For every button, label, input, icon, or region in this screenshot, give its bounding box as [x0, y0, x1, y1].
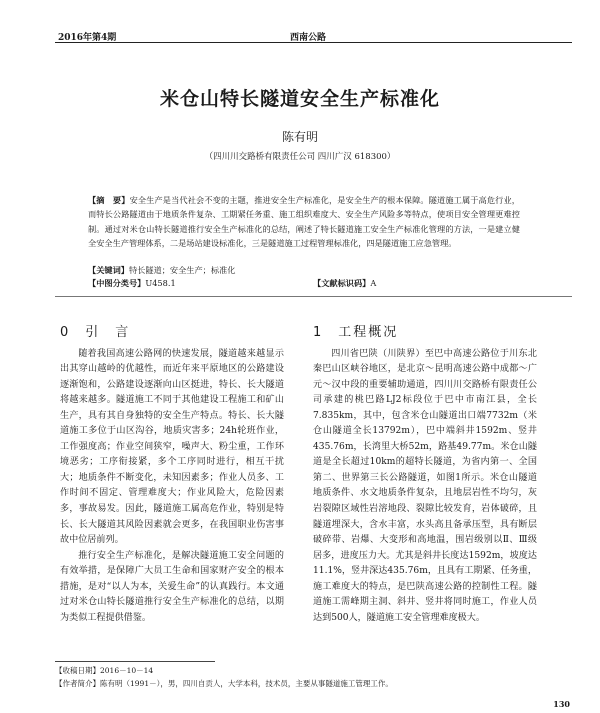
overview-paragraph-1: 四川省巴陕（川陕界）至巴中高速公路位于川东北秦巴山区峡谷地区，是北京～昆明高速公路中成都～广元～汉中段的重要辅助通道，四川川交路桥有限责任公司承建的桃巴路LJ2标段位于巴中市南江县，全长7.835km，其中，包含米仓山隧道出口端7732m（米仓山隧道全长13792m），巴中端斜井1592m、竖井435.76m，长湾里大桥52m，路基49.77m。米仓山隧道是全长超过10km的超特长隧道，为省内第一、全国第二、世界第三长公路隧道，如图1所示。米仓山隧道地质条件、水文地质条件复杂，且地层岩性不均匀，灰岩裂隙区域性岩溶地段、裂隙比较发育，岩体破碎，且隧道埋深大，含水丰富，水头高且备承压型，具有断层破碎带、岩爆、大变形和高地温，围岩级别以Ⅱ、Ⅲ级居多，进度压力大。尤其是斜井长度达1592m，坡度达11.1%，竖井深达435.76m，且具有工期紧、任务重，施工难度大的特点，是巴陕高速公路的控制性工程。隧道施工需峰期主洞、斜井、竖井将同时施工，作业人员达到500人，隧道施工安全管理难度极大。: [313, 348, 537, 623]
received-date: 【收稿日期】2016－10－14: [55, 666, 154, 675]
abstract-label: 【摘 要】: [88, 195, 130, 205]
abstract-separator: [55, 296, 572, 297]
section-heading-overview: 1 工程概况: [313, 325, 399, 340]
journal-name: 西南公路: [290, 33, 327, 43]
intro-paragraph-1: 随着我国高速公路网的快速发展，隧道越来越显示出其穿山越岭的优越性，而近年来平原地区的公路建设逐渐饱和，公路建设逐渐向山区挺进，特长、长大隧道将越来越多。隧道施工不同于其他建设工程施工和矿山生产，具有其自身独特的安全生产特点。特长、长大隧道施工多位于山区沟谷，地质灾害多；24h轮班作业，工作强度高；作业空间狭窄，噪声大、粉尘重，工作环境恶劣；工序衔接紧，多个工序同时进行，相互干扰大；地质条件不断变化，未知因素多；作业人员多、工作时间不固定、管理难度大；作业风险大，危险因素多，事故易发。因此，隧道施工属高危作业，特别是特长、长大隧道其风险因素就会更多，在我国职业伤害事故中位居前列。: [60, 348, 284, 546]
article-title: 米仓山特长隧道安全生产标准化: [159, 88, 440, 110]
page-header: [0, 0, 600, 44]
column-left: [60, 325, 284, 626]
page-number: 130: [553, 699, 570, 709]
classification-number: [88, 278, 176, 289]
footnote-rule: [55, 661, 215, 662]
header-rule: [55, 42, 572, 43]
intro-paragraph-2: 推行安全生产标准化，是解决隧道施工安全问题的有效举措，是保障广大员工生命和国家财产安全的根本措施，是对“以人为本，关爱生命”的认真践行。本文通过对米仓山特长隧道推行安全生产标准化的总结，以期为类似工程提供借鉴。: [60, 550, 284, 623]
document-code: [313, 278, 376, 289]
keywords-text: 特长隧道；安全生产；标准化: [128, 265, 236, 275]
issue-label: 2016年第4期: [58, 33, 117, 43]
abstract: [88, 193, 520, 251]
author-name: 陈有明: [281, 130, 318, 144]
classification-value: U458.1: [145, 278, 176, 288]
doc-code-value: A: [370, 278, 377, 288]
doc-code-label: 【文献标识码】: [313, 278, 371, 288]
footnotes: [55, 664, 555, 690]
classification-label: 【中图分类号】: [88, 278, 146, 288]
section-heading-intro: 0 引 言: [60, 325, 131, 340]
author-bio: 【作者简介】陈有明（1991－），男，四川自贡人，大学本科，技术员，主要从事隧道施工管理工作。: [55, 679, 393, 688]
abstract-text: 安全生产是当代社会不变的主题，推进安全生产标准化，是安全生产的根本保障。隧道施工属于高危行业，而特长公路隧道由于地质条件复杂、工期紧任务重、施工组织难度大、安全生产风险多等特点，使项目安全管理更难控制。通过对米仓山特长隧道推行安全生产标准化的总结，阐述了特长隧道施工安全生产标准化管理的方法，一是建立健全安全生产管理体系，二是场站建设标准化，三是隧道施工过程管理标准化，四是隧道施工应急管理。: [88, 195, 520, 249]
keywords-label: 【关键词】: [88, 265, 129, 275]
column-right: [313, 325, 537, 626]
author-affiliation: （四川川交路桥有限责任公司 四川广汉 618300）: [204, 152, 396, 162]
keywords: [88, 263, 520, 277]
